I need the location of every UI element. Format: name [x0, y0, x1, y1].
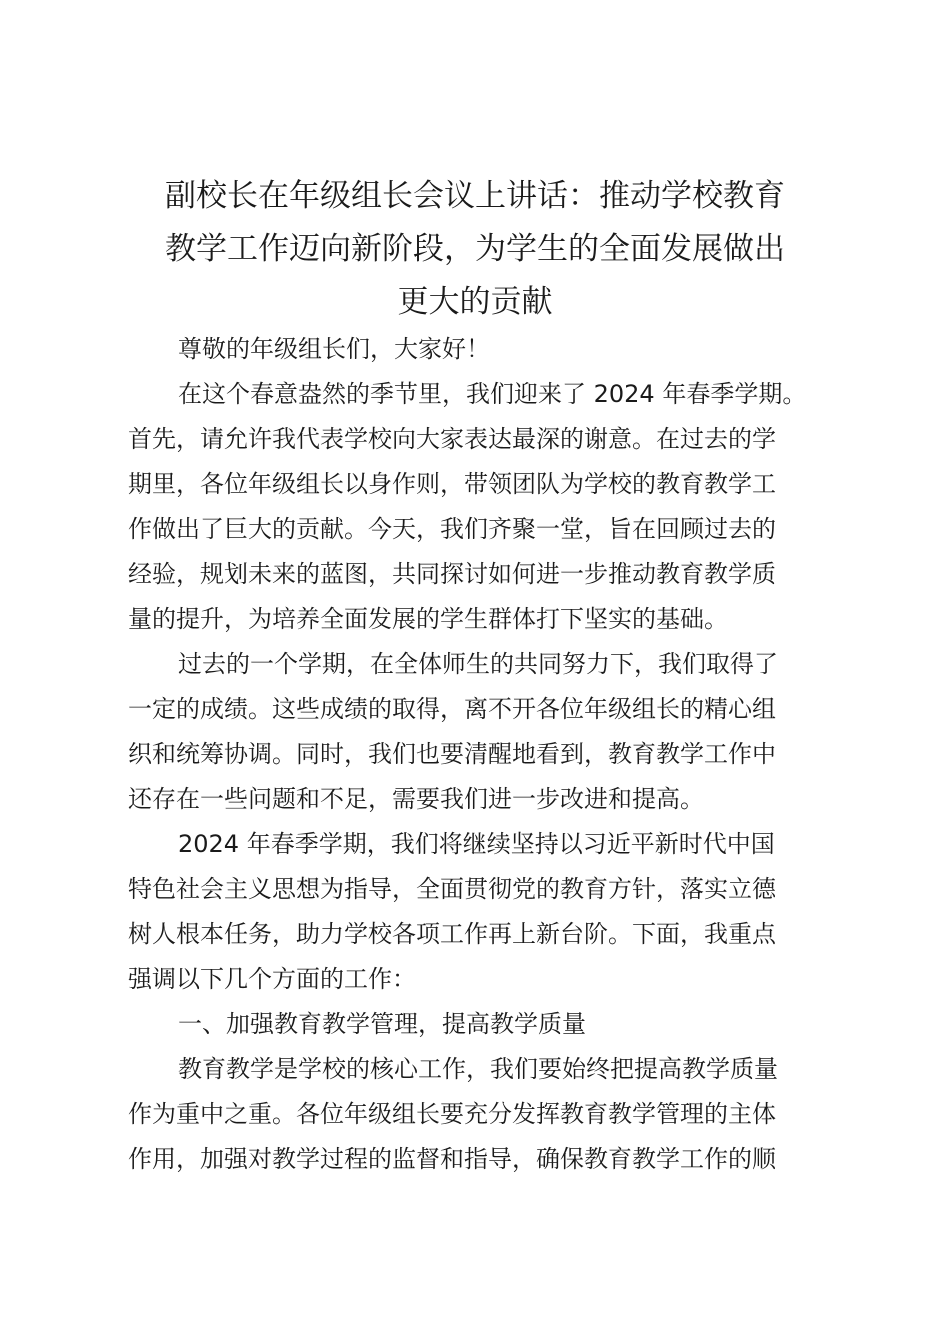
paragraph-line: 经验，规划未来的蓝图，共同探讨如何进一步推动教育教学质	[128, 560, 776, 588]
greeting-paragraph	[128, 327, 848, 372]
paragraph-line: 强调以下几个方面的工作：	[128, 965, 416, 993]
paragraph-line: 过去的一个学期，在全体师生的共同努力下，我们取得了	[178, 650, 778, 678]
paragraph-line: 作用，加强对教学过程的监督和指导，确保教育教学工作的顺	[128, 1145, 776, 1173]
section-heading-text: 一、加强教育教学管理，提高教学质量	[178, 1010, 586, 1038]
paragraph-line: 教育教学是学校的核心工作，我们要始终把提高教学质量	[178, 1055, 778, 1083]
document-body	[128, 327, 848, 1182]
paragraph-line: 织和统筹协调。同时，我们也要清醒地看到，教育教学工作中	[128, 740, 776, 768]
paragraph-line: 作做出了巨大的贡献。今天，我们齐聚一堂，旨在回顾过去的	[128, 515, 776, 543]
section-paragraph	[128, 1047, 848, 1182]
paragraph-line: 作为重中之重。各位年级组长要充分发挥教育教学管理的主体	[128, 1100, 776, 1128]
paragraph-line: 一定的成绩。这些成绩的取得，离不开各位年级组长的精心组	[128, 695, 776, 723]
paragraph-line: 还存在一些问题和不足，需要我们进一步改进和提高。	[128, 785, 704, 813]
paragraph-line: 特色社会主义思想为指导，全面贯彻党的教育方针，落实立德	[128, 875, 776, 903]
plan-paragraph	[128, 822, 848, 1002]
paragraph-line: 量的提升，为培养全面发展的学生群体打下坚实的基础。	[128, 605, 728, 633]
section-heading	[128, 1002, 848, 1047]
paragraph-line: 树人根本任务，助力学校各项工作再上新台阶。下面，我重点	[128, 920, 776, 948]
paragraph-line: 2024 年春季学期，我们将继续坚持以习近平新时代中国	[178, 830, 775, 858]
paragraph-line: 首先，请允许我代表学校向大家表达最深的谢意。在过去的学	[128, 425, 776, 453]
document-title	[120, 170, 830, 329]
title-line: 副校长在年级组长会议上讲话：推动学校教育	[165, 178, 785, 214]
title-line: 更大的贡献	[397, 284, 553, 320]
review-paragraph	[128, 642, 848, 822]
title-line: 教学工作迈向新阶段，为学生的全面发展做出	[165, 231, 785, 267]
paragraph-line: 期里，各位年级组长以身作则，带领团队为学校的教育教学工	[128, 470, 776, 498]
intro-paragraph	[128, 372, 848, 642]
paragraph-line: 尊敬的年级组长们，大家好！	[178, 335, 490, 363]
paragraph-line: 在这个春意盎然的季节里，我们迎来了 2024 年春季学期。	[178, 380, 807, 408]
